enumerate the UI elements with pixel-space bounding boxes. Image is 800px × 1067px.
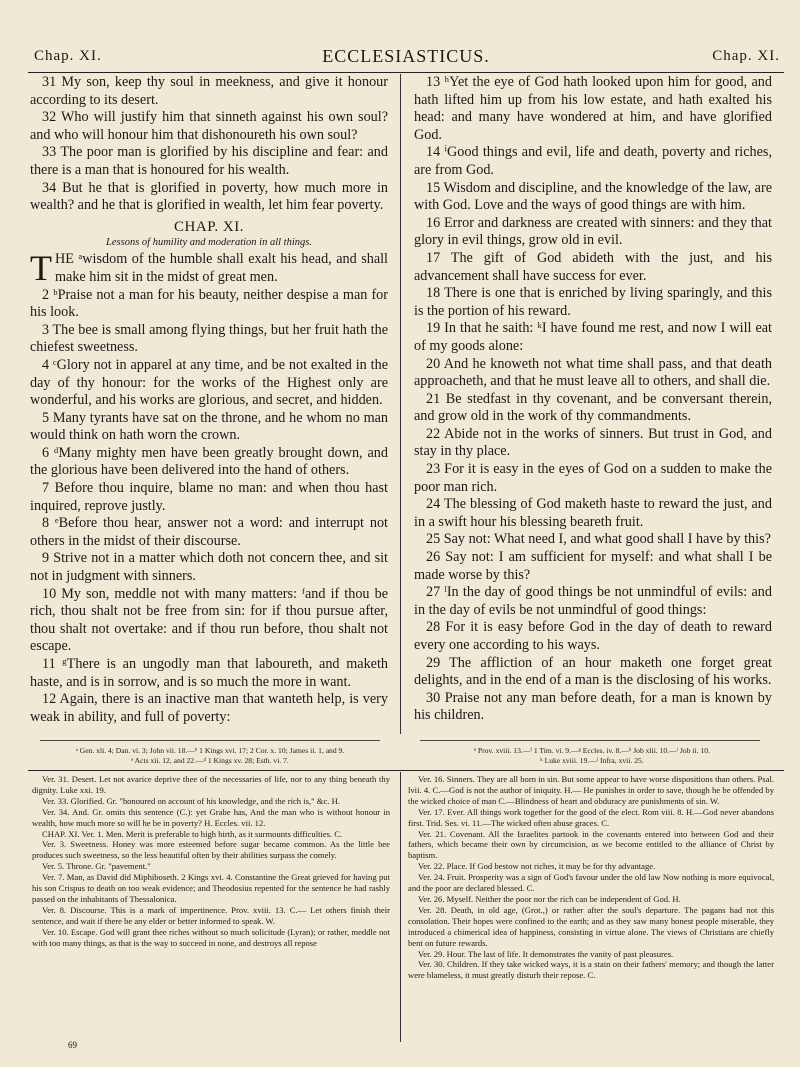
commentary-note: Ver. 28. Death, in old age, (Grot.,) or rather after the soul's departure. The pagans had not this consolation. Their hopes were confined to the earth; and as they saw many honest people miserable, they introduced a chimerical idea of happiness, consisting in virtue alone. The views of Christians are chiefly bent on future rewards. [408,904,774,948]
footnote-rule-right [420,740,760,741]
verse: 23 For it is easy in the eyes of God on a sudden to make the poor man rich. [414,461,772,495]
verse: 31 My son, keep thy soul in meekness, and give it honour according to its desert. [30,74,388,108]
verse-first-text: HE ᵃwisdom of the humble shall exalt his head, and shall make him sit in the midst of great men. [55,251,388,285]
verse: 18 There is one that is enriched by living sparingly, and this is the portion of his reward. [414,285,772,319]
cross-references-right [410,746,774,766]
verse: 27 ˡIn the day of good things be not unmindful of evils: and in the day of evils be not unmindful of good things: [414,584,772,618]
cross-references-left [30,746,390,766]
right-text-column [414,74,772,725]
header-chapter-right: Chap. XI. [712,48,780,64]
verse: 20 And he knoweth not what time shall pass, and that death approacheth, and that he must leave all to others, and shall die. [414,355,772,390]
commentary-note: Ver. 5. Throne. Gr. "pavement." [42,861,151,872]
verse: 32 Who will justify him that sinneth against his own soul? and who will honour him that dishonoureth his own soul? [30,109,388,143]
verse: 26 Say not: I am sufficient for myself: and what shall I be made worse by this? [414,549,772,583]
commentary-note: Ver. 7. Man, as David did Miphiboseth. 2 Kings xvi. 4. Constantine the Great grieved for having put his son Crispus to death on too weak evidence; and Theodosius repented for the sentence he had rashly passed on the inhabitants of Thessalonica. [32,872,390,904]
commentary-rule [28,770,784,771]
verse: 34 But he that is glorified in poverty, how much more in wealth? and he that is glorified in wealth, let him fear poverty. [30,179,388,214]
chapter-subtitle: Lessons of humility and moderation in all things. [106,237,312,249]
commentary-right [408,774,774,981]
verse: 25 Say not: What need I, and what good shall I have by this? [426,531,771,548]
verse: 16 Error and darkness are created with sinners: and they that glory in evil things, grow old in evil. [414,214,772,249]
verse: 30 Praise not any man before death, for a man is known by his children. [414,689,772,724]
verse: 22 Abide not in the works of sinners. But trust in God, and stay in thy place. [414,425,772,460]
commentary-left [32,774,390,949]
commentary-note: Ver. 16. Sinners. They are all born in sin. But some appear to have worse dispositions than others. Psal. lvii. 4. C.—God is not the author of iniquity. H.— He punishes in order to save, though he be offended by the wicked choice of man C.—Blindness of heart and obduracy are punishments of sin. W. [408,774,774,806]
cross-reference-line: ᵉ Prov. xviii. 13.—ᶠ 1 Tim. vi. 9.—ᵍ Eccles. iv. 8.—ʰ Job xlii. 10.—ⁱ Job ii. 10. [474,746,710,755]
commentary-note: Ver. 10. Escape. God will grant thee riches without so much solicitude (Lyran); or rather, meddle not with too many things, as that is the way to succeed in none, and destroys all repose [32,926,390,948]
commentary-note: Ver. 21. Covenant. All the Israelites partook in the covenants entered into between God and their fathers, which became their own by circumcision, as we become entitled to the alliance of Christ by baptism. [408,828,774,861]
left-text-column [30,74,388,726]
commentary-note: Ver. 8. Discourse. This is a mark of impertinence. Prov. xviii. 13. C.— Let others finish their sentence, and wait if there be any elder or better informed to speak. W. [32,904,390,926]
commentary-note: CHAP. XI. Ver. 1. Men. Merit is preferable to high birth, as it surmounts difficulties. C. [42,828,343,839]
commentary-note: Ver. 17. Ever. All things work together for the good of the elect. Rom viii. 8. H.—God never abandons first. Trid. Ses. vi. 11.—The wicked often abuse graces. C. [408,806,774,828]
verse: 28 For it is easy before God in the day of death to reward every one according to his ways. [414,619,772,653]
verse: 12 Again, there is an inactive man that wanteth help, is very weak in ability, and full of poverty: [30,691,388,725]
cross-reference-line: ᵃ Gen. xli. 4; Dan. vi. 3; John vii. 18.—ᵇ 1 Kings xvi. 17; 2 Cor. x. 10; James ii. 1, and 9. [75,746,345,755]
verse: 8 ᵉBefore thou hear, answer not a word: and interrupt not others in the midst of their discourse. [30,515,388,549]
verse: 17 The gift of God abideth with the just, and his advancement shall have success for ever. [414,249,772,284]
verse: 13 ʰYet the eye of God hath looked upon him for good, and hath lifted him up from his low estate, and hath exalted his head: and many have wondered at him, and have glorified God. [414,74,772,143]
verse: 29 The affliction of an hour maketh one forget great delights, and in the end of a man is the disclosing of his works. [414,654,772,689]
running-header [28,46,784,73]
verse: 3 The bee is small among flying things, but her fruit hath the chiefest sweetness. [30,321,388,356]
cross-reference-line: ᵉ Acts xii. 12, and 22.—ᵈ 1 Kings xv. 28; Esth. vi. 7. [131,756,289,765]
verse: 6 ᵈMany mighty men have been greatly brought down, and the glorious have been delivered into the hand of others. [30,444,388,479]
commentary-note: Ver. 24. Fruit. Prosperity was a sign of God's favour under the old law Now nothing is more equivocal, and the poor are declared blessed. C. [408,872,774,894]
verse: 11 ᵍThere is an ungodly man that laboureth, and maketh haste, and is in sorrow, and is so much the more in want. [30,656,388,690]
commentary-note: Ver. 26. Myself. Neither the poor nor the rich can be independent of God. H. [418,893,681,904]
verse: 21 Be stedfast in thy covenant, and be conversant therein, and grow old in the work of thy commandments. [414,390,772,425]
commentary-note: Ver. 29. Hour. The last of life. It demonstrates the vanity of past pleasures. [418,948,674,959]
verse: 4 ᶜGlory not in apparel at any time, and be not exalted in the day of thy honour: for the works of the Highest only are wonderful, and his works are glorious, and secret, and hidden. [30,356,388,409]
column-divider [400,74,401,734]
verse: 2 ᵇPraise not a man for his beauty, neither despise a man for his look. [30,286,388,321]
verse: 19 In that he saith: ᵏI have found me rest, and now I will eat of my goods alone: [414,320,772,354]
verse: 5 Many tyrants have sat on the throne, and he whom no man would think on hath worn the crown. [30,409,388,444]
verse-first [30,248,388,289]
header-book-title: ECCLESIASTICUS. [322,46,490,66]
verse: 7 Before thou inquire, blame no man: and when thou hast inquired, reprove justly. [30,480,388,514]
commentary-note: Ver. 3. Sweetness. Honey was more esteemed before sugar became common. As the little bee produces such sweetness, so the less beautiful often by their abilities surpass the comely. [32,839,390,861]
page-number: 69 [68,1040,77,1050]
commentary-note: Ver. 31. Desert. Let not avarice deprive thee of the necessaries of life, nor to any thing beneath thy dignity. Luke xxi. 19. [32,774,390,795]
drop-cap-letter: T [30,248,52,289]
verse: 15 Wisdom and discipline, and the knowledge of the law, are with God. Love and the ways of good things are with him. [414,179,772,214]
chapter-title: CHAP. XI. [174,218,244,235]
verse: 10 My son, meddle not with many matters: ᶠand if thou be rich, thou shalt not be free from sin: for if thou pursue after, thou shalt not overtake: and if thou run before, thou shalt not escape. [30,585,388,655]
commentary-note: Ver. 33. Glorified. Gr. "honoured on account of his knowledge, and the rich is," &c. H. [42,795,340,806]
verse: 24 The blessing of God maketh haste to reward the just, and in a swift hour his blessing beareth fruit. [414,496,772,530]
footnote-rule-left [40,740,380,741]
verse: 14 ⁱGood things and evil, life and death, poverty and riches, are from God. [414,144,772,178]
verse: 33 The poor man is glorified by his discipline and fear: and there is a man that is honoured for his wealth. [30,144,388,178]
header-chapter-left: Chap. XI. [34,48,102,64]
commentary-note: Ver. 22. Place. If God bestow not riches, it may be for thy advantage. [418,861,656,872]
verse: 9 Strive not in a matter which doth not concern thee, and sit not in judgment with sinners. [30,550,388,585]
commentary-note: Ver. 34. And. Gr. omits this sentence (C.): yet Grabe has, And the man who is without honour in wealth, how much more so will he be in poverty? H. Eccles. vii. 12. [32,806,390,828]
cross-reference-line: ᵏ Luke xviii. 19.—ˡ Infra, xvii. 25. [540,756,644,765]
commentary-column-divider [400,772,401,1042]
commentary-note: Ver. 30. Children. If they take wicked ways, it is a stain on their fathers' memory; and though the latter were blameless, it must greatly disturb their repose. C. [408,959,774,981]
